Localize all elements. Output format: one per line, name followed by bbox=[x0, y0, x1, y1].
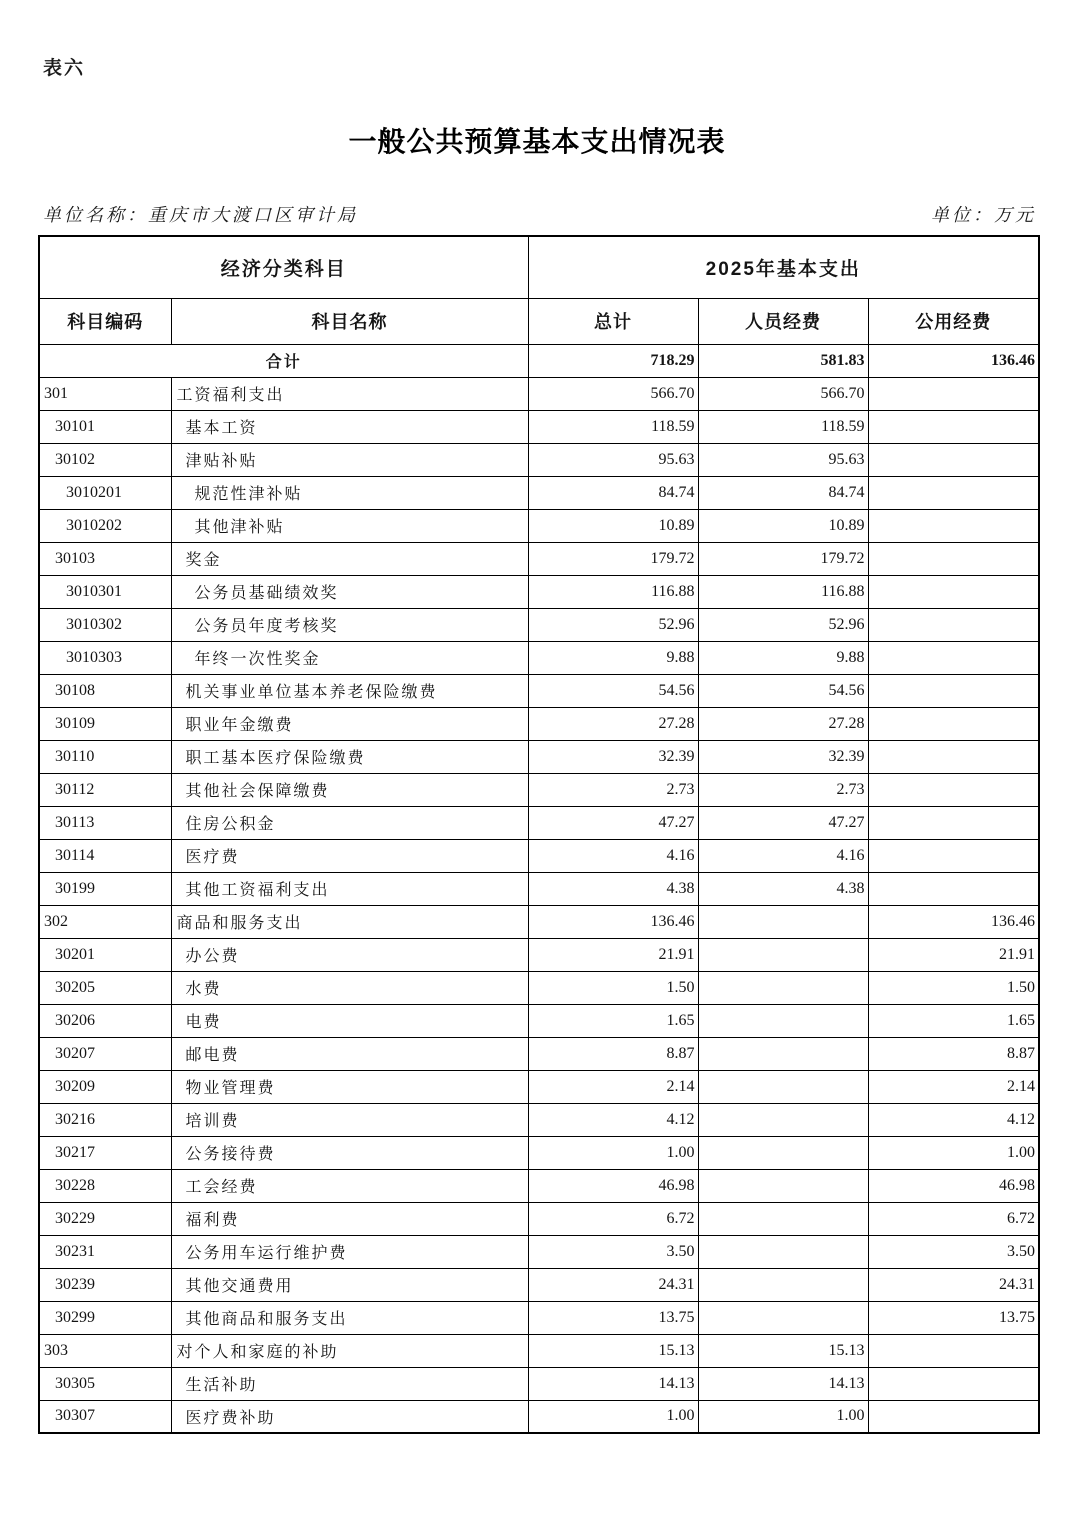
cell-public bbox=[868, 872, 1039, 905]
cell-subject-name: 商品和服务支出 bbox=[171, 905, 528, 938]
table-row bbox=[39, 971, 1039, 1004]
cell-personnel: 10.89 bbox=[698, 509, 868, 542]
cell-public bbox=[868, 773, 1039, 806]
cell-personnel: 32.39 bbox=[698, 740, 868, 773]
table-row bbox=[39, 476, 1039, 509]
cell-subject-code: 30239 bbox=[39, 1268, 171, 1301]
cell-subject-name: 机关事业单位基本养老保险缴费 bbox=[171, 674, 528, 707]
cell-public bbox=[868, 674, 1039, 707]
table-row bbox=[39, 905, 1039, 938]
cell-subject-code: 30108 bbox=[39, 674, 171, 707]
table-row bbox=[39, 1367, 1039, 1400]
header-col-name: 科目名称 bbox=[171, 298, 528, 344]
cell-personnel: 14.13 bbox=[698, 1367, 868, 1400]
cell-total: 179.72 bbox=[528, 542, 698, 575]
cell-subject-code: 30209 bbox=[39, 1070, 171, 1103]
cell-public bbox=[868, 1400, 1039, 1433]
cell-public: 8.87 bbox=[868, 1037, 1039, 1070]
cell-personnel bbox=[698, 1037, 868, 1070]
cell-subject-code: 30299 bbox=[39, 1301, 171, 1334]
cell-subject-name: 邮电费 bbox=[171, 1037, 528, 1070]
cell-subject-code: 30305 bbox=[39, 1367, 171, 1400]
table-row bbox=[39, 1334, 1039, 1367]
cell-public: 21.91 bbox=[868, 938, 1039, 971]
cell-public bbox=[868, 806, 1039, 839]
cell-public: 1.00 bbox=[868, 1136, 1039, 1169]
cell-total: 136.46 bbox=[528, 905, 698, 938]
header-col-public: 公用经费 bbox=[868, 298, 1039, 344]
cell-public bbox=[868, 476, 1039, 509]
cell-subject-name: 工会经费 bbox=[171, 1169, 528, 1202]
cell-subject-name: 规范性津补贴 bbox=[171, 476, 528, 509]
cell-total: 1.65 bbox=[528, 1004, 698, 1037]
cell-subject-code: 302 bbox=[39, 905, 171, 938]
header-group-row bbox=[39, 236, 1039, 298]
cell-public: 136.46 bbox=[868, 905, 1039, 938]
cell-public bbox=[868, 707, 1039, 740]
cell-subject-code: 30101 bbox=[39, 410, 171, 443]
cell-personnel: 54.56 bbox=[698, 674, 868, 707]
table-row bbox=[39, 872, 1039, 905]
cell-personnel bbox=[698, 938, 868, 971]
cell-subject-name: 职工基本医疗保险缴费 bbox=[171, 740, 528, 773]
cell-personnel bbox=[698, 1301, 868, 1334]
cell-total: 4.16 bbox=[528, 839, 698, 872]
cell-subject-code: 303 bbox=[39, 1334, 171, 1367]
cell-subject-name: 医疗费补助 bbox=[171, 1400, 528, 1433]
cell-total: 118.59 bbox=[528, 410, 698, 443]
cell-public: 46.98 bbox=[868, 1169, 1039, 1202]
cell-personnel: 566.70 bbox=[698, 377, 868, 410]
cell-subject-code: 30103 bbox=[39, 542, 171, 575]
cell-total: 1.00 bbox=[528, 1400, 698, 1433]
table-row bbox=[39, 1037, 1039, 1070]
table-row bbox=[39, 410, 1039, 443]
cell-personnel: 4.38 bbox=[698, 872, 868, 905]
cell-subject-code: 30229 bbox=[39, 1202, 171, 1235]
cell-subject-code: 30207 bbox=[39, 1037, 171, 1070]
cell-public bbox=[868, 509, 1039, 542]
cell-total: 95.63 bbox=[528, 443, 698, 476]
cell-subject-code: 30109 bbox=[39, 707, 171, 740]
cell-subject-name: 公务接待费 bbox=[171, 1136, 528, 1169]
cell-subject-code: 30112 bbox=[39, 773, 171, 806]
cell-subject-code: 30206 bbox=[39, 1004, 171, 1037]
table-row bbox=[39, 608, 1039, 641]
table-row bbox=[39, 1169, 1039, 1202]
cell-subject-code: 3010302 bbox=[39, 608, 171, 641]
cell-total: 13.75 bbox=[528, 1301, 698, 1334]
cell-subject-code: 30201 bbox=[39, 938, 171, 971]
cell-public bbox=[868, 1334, 1039, 1367]
cell-personnel bbox=[698, 1070, 868, 1103]
cell-public bbox=[868, 839, 1039, 872]
cell-personnel bbox=[698, 1169, 868, 1202]
header-col-code: 科目编码 bbox=[39, 298, 171, 344]
cell-total: 6.72 bbox=[528, 1202, 698, 1235]
cell-personnel: 9.88 bbox=[698, 641, 868, 674]
cell-personnel bbox=[698, 1268, 868, 1301]
cell-personnel: 95.63 bbox=[698, 443, 868, 476]
table-row bbox=[39, 938, 1039, 971]
table-body bbox=[39, 344, 1039, 1433]
cell-total: 14.13 bbox=[528, 1367, 698, 1400]
cell-public: 13.75 bbox=[868, 1301, 1039, 1334]
budget-table bbox=[38, 235, 1040, 1434]
cell-public bbox=[868, 542, 1039, 575]
cell-subject-name: 公务员基础绩效奖 bbox=[171, 575, 528, 608]
cell-subject-code: 30228 bbox=[39, 1169, 171, 1202]
cell-personnel: 1.00 bbox=[698, 1400, 868, 1433]
cell-personnel: 52.96 bbox=[698, 608, 868, 641]
table-row bbox=[39, 1202, 1039, 1235]
header-columns-row bbox=[39, 298, 1039, 344]
cell-subject-name: 职业年金缴费 bbox=[171, 707, 528, 740]
table-row bbox=[39, 377, 1039, 410]
table-row bbox=[39, 1400, 1039, 1433]
cell-total: 84.74 bbox=[528, 476, 698, 509]
cell-subject-name: 福利费 bbox=[171, 1202, 528, 1235]
cell-subject-name: 其他商品和服务支出 bbox=[171, 1301, 528, 1334]
table-row bbox=[39, 575, 1039, 608]
currency-unit-label: 单位：万元 bbox=[931, 205, 1036, 225]
cell-subject-name: 年终一次性奖金 bbox=[171, 641, 528, 674]
cell-public bbox=[868, 641, 1039, 674]
cell-public: 2.14 bbox=[868, 1070, 1039, 1103]
cell-total: 9.88 bbox=[528, 641, 698, 674]
table-row bbox=[39, 674, 1039, 707]
header-year-group: 2025年基本支出 bbox=[528, 236, 1039, 298]
cell-public: 4.12 bbox=[868, 1103, 1039, 1136]
cell-subject-code: 3010301 bbox=[39, 575, 171, 608]
cell-personnel: 179.72 bbox=[698, 542, 868, 575]
cell-public bbox=[868, 1367, 1039, 1400]
cell-total: 4.12 bbox=[528, 1103, 698, 1136]
cell-personnel bbox=[698, 1202, 868, 1235]
cell-total: 3.50 bbox=[528, 1235, 698, 1268]
table-row bbox=[39, 1103, 1039, 1136]
cell-total: 8.87 bbox=[528, 1037, 698, 1070]
cell-total: 46.98 bbox=[528, 1169, 698, 1202]
total-row-public: 136.46 bbox=[868, 344, 1039, 377]
cell-personnel: 116.88 bbox=[698, 575, 868, 608]
cell-public: 6.72 bbox=[868, 1202, 1039, 1235]
cell-total: 4.38 bbox=[528, 872, 698, 905]
cell-total: 10.89 bbox=[528, 509, 698, 542]
cell-subject-name: 生活补助 bbox=[171, 1367, 528, 1400]
cell-subject-code: 30114 bbox=[39, 839, 171, 872]
cell-subject-code: 3010201 bbox=[39, 476, 171, 509]
cell-public bbox=[868, 443, 1039, 476]
cell-public bbox=[868, 608, 1039, 641]
cell-personnel: 47.27 bbox=[698, 806, 868, 839]
table-row bbox=[39, 641, 1039, 674]
cell-subject-name: 对个人和家庭的补助 bbox=[171, 1334, 528, 1367]
total-row-personnel: 581.83 bbox=[698, 344, 868, 377]
cell-personnel: 84.74 bbox=[698, 476, 868, 509]
table-row bbox=[39, 1301, 1039, 1334]
cell-total: 54.56 bbox=[528, 674, 698, 707]
cell-public bbox=[868, 575, 1039, 608]
cell-subject-name: 办公费 bbox=[171, 938, 528, 971]
cell-personnel bbox=[698, 1136, 868, 1169]
cell-subject-code: 30307 bbox=[39, 1400, 171, 1433]
cell-subject-name: 津贴补贴 bbox=[171, 443, 528, 476]
cell-subject-name: 物业管理费 bbox=[171, 1070, 528, 1103]
cell-personnel bbox=[698, 1103, 868, 1136]
cell-public bbox=[868, 410, 1039, 443]
table-row bbox=[39, 443, 1039, 476]
cell-personnel: 2.73 bbox=[698, 773, 868, 806]
table-row bbox=[39, 1004, 1039, 1037]
cell-subject-code: 30102 bbox=[39, 443, 171, 476]
cell-subject-name: 其他津补贴 bbox=[171, 509, 528, 542]
cell-subject-code: 3010303 bbox=[39, 641, 171, 674]
cell-public: 24.31 bbox=[868, 1268, 1039, 1301]
header-col-total: 总计 bbox=[528, 298, 698, 344]
cell-subject-name: 其他交通费用 bbox=[171, 1268, 528, 1301]
cell-total: 24.31 bbox=[528, 1268, 698, 1301]
cell-subject-code: 30231 bbox=[39, 1235, 171, 1268]
total-row bbox=[39, 344, 1039, 377]
cell-subject-code: 30199 bbox=[39, 872, 171, 905]
cell-subject-name: 其他社会保障缴费 bbox=[171, 773, 528, 806]
cell-total: 47.27 bbox=[528, 806, 698, 839]
cell-public: 1.50 bbox=[868, 971, 1039, 1004]
cell-personnel: 15.13 bbox=[698, 1334, 868, 1367]
cell-personnel: 118.59 bbox=[698, 410, 868, 443]
cell-public: 1.65 bbox=[868, 1004, 1039, 1037]
cell-total: 2.14 bbox=[528, 1070, 698, 1103]
cell-total: 2.73 bbox=[528, 773, 698, 806]
cell-total: 21.91 bbox=[528, 938, 698, 971]
cell-subject-name: 公务员年度考核奖 bbox=[171, 608, 528, 641]
cell-subject-name: 水费 bbox=[171, 971, 528, 1004]
cell-public bbox=[868, 740, 1039, 773]
table-row bbox=[39, 707, 1039, 740]
cell-personnel bbox=[698, 905, 868, 938]
unit-name-label: 单位名称：重庆市大渡口区审计局 bbox=[43, 205, 358, 225]
cell-total: 15.13 bbox=[528, 1334, 698, 1367]
cell-personnel: 27.28 bbox=[698, 707, 868, 740]
total-row-total: 718.29 bbox=[528, 344, 698, 377]
cell-personnel bbox=[698, 1235, 868, 1268]
cell-total: 116.88 bbox=[528, 575, 698, 608]
cell-total: 1.00 bbox=[528, 1136, 698, 1169]
header-col-personnel: 人员经费 bbox=[698, 298, 868, 344]
cell-public: 3.50 bbox=[868, 1235, 1039, 1268]
cell-subject-code: 3010202 bbox=[39, 509, 171, 542]
table-sequence-label: 表六 bbox=[43, 58, 86, 79]
unit-info-line bbox=[43, 201, 1036, 227]
cell-subject-name: 工资福利支出 bbox=[171, 377, 528, 410]
table-row bbox=[39, 542, 1039, 575]
table-row bbox=[39, 839, 1039, 872]
table-row bbox=[39, 740, 1039, 773]
cell-subject-name: 医疗费 bbox=[171, 839, 528, 872]
cell-public bbox=[868, 377, 1039, 410]
cell-total: 27.28 bbox=[528, 707, 698, 740]
cell-subject-code: 30205 bbox=[39, 971, 171, 1004]
table-row bbox=[39, 806, 1039, 839]
cell-subject-code: 30113 bbox=[39, 806, 171, 839]
cell-personnel: 4.16 bbox=[698, 839, 868, 872]
table-row bbox=[39, 773, 1039, 806]
cell-total: 1.50 bbox=[528, 971, 698, 1004]
cell-total: 32.39 bbox=[528, 740, 698, 773]
table-row bbox=[39, 1235, 1039, 1268]
cell-subject-name: 奖金 bbox=[171, 542, 528, 575]
table-row bbox=[39, 1268, 1039, 1301]
cell-subject-name: 基本工资 bbox=[171, 410, 528, 443]
cell-personnel bbox=[698, 971, 868, 1004]
cell-subject-name: 电费 bbox=[171, 1004, 528, 1037]
header-subject-group: 经济分类科目 bbox=[39, 236, 528, 298]
cell-personnel bbox=[698, 1004, 868, 1037]
total-row-label: 合计 bbox=[39, 344, 528, 377]
cell-subject-code: 30217 bbox=[39, 1136, 171, 1169]
cell-subject-code: 30216 bbox=[39, 1103, 171, 1136]
cell-subject-name: 公务用车运行维护费 bbox=[171, 1235, 528, 1268]
table-row bbox=[39, 1136, 1039, 1169]
table-row bbox=[39, 1070, 1039, 1103]
cell-subject-name: 培训费 bbox=[171, 1103, 528, 1136]
cell-subject-name: 其他工资福利支出 bbox=[171, 872, 528, 905]
cell-total: 52.96 bbox=[528, 608, 698, 641]
cell-total: 566.70 bbox=[528, 377, 698, 410]
table-row bbox=[39, 509, 1039, 542]
cell-subject-name: 住房公积金 bbox=[171, 806, 528, 839]
page-title: 一般公共预算基本支出情况表 bbox=[348, 127, 726, 158]
cell-subject-code: 30110 bbox=[39, 740, 171, 773]
cell-subject-code: 301 bbox=[39, 377, 171, 410]
